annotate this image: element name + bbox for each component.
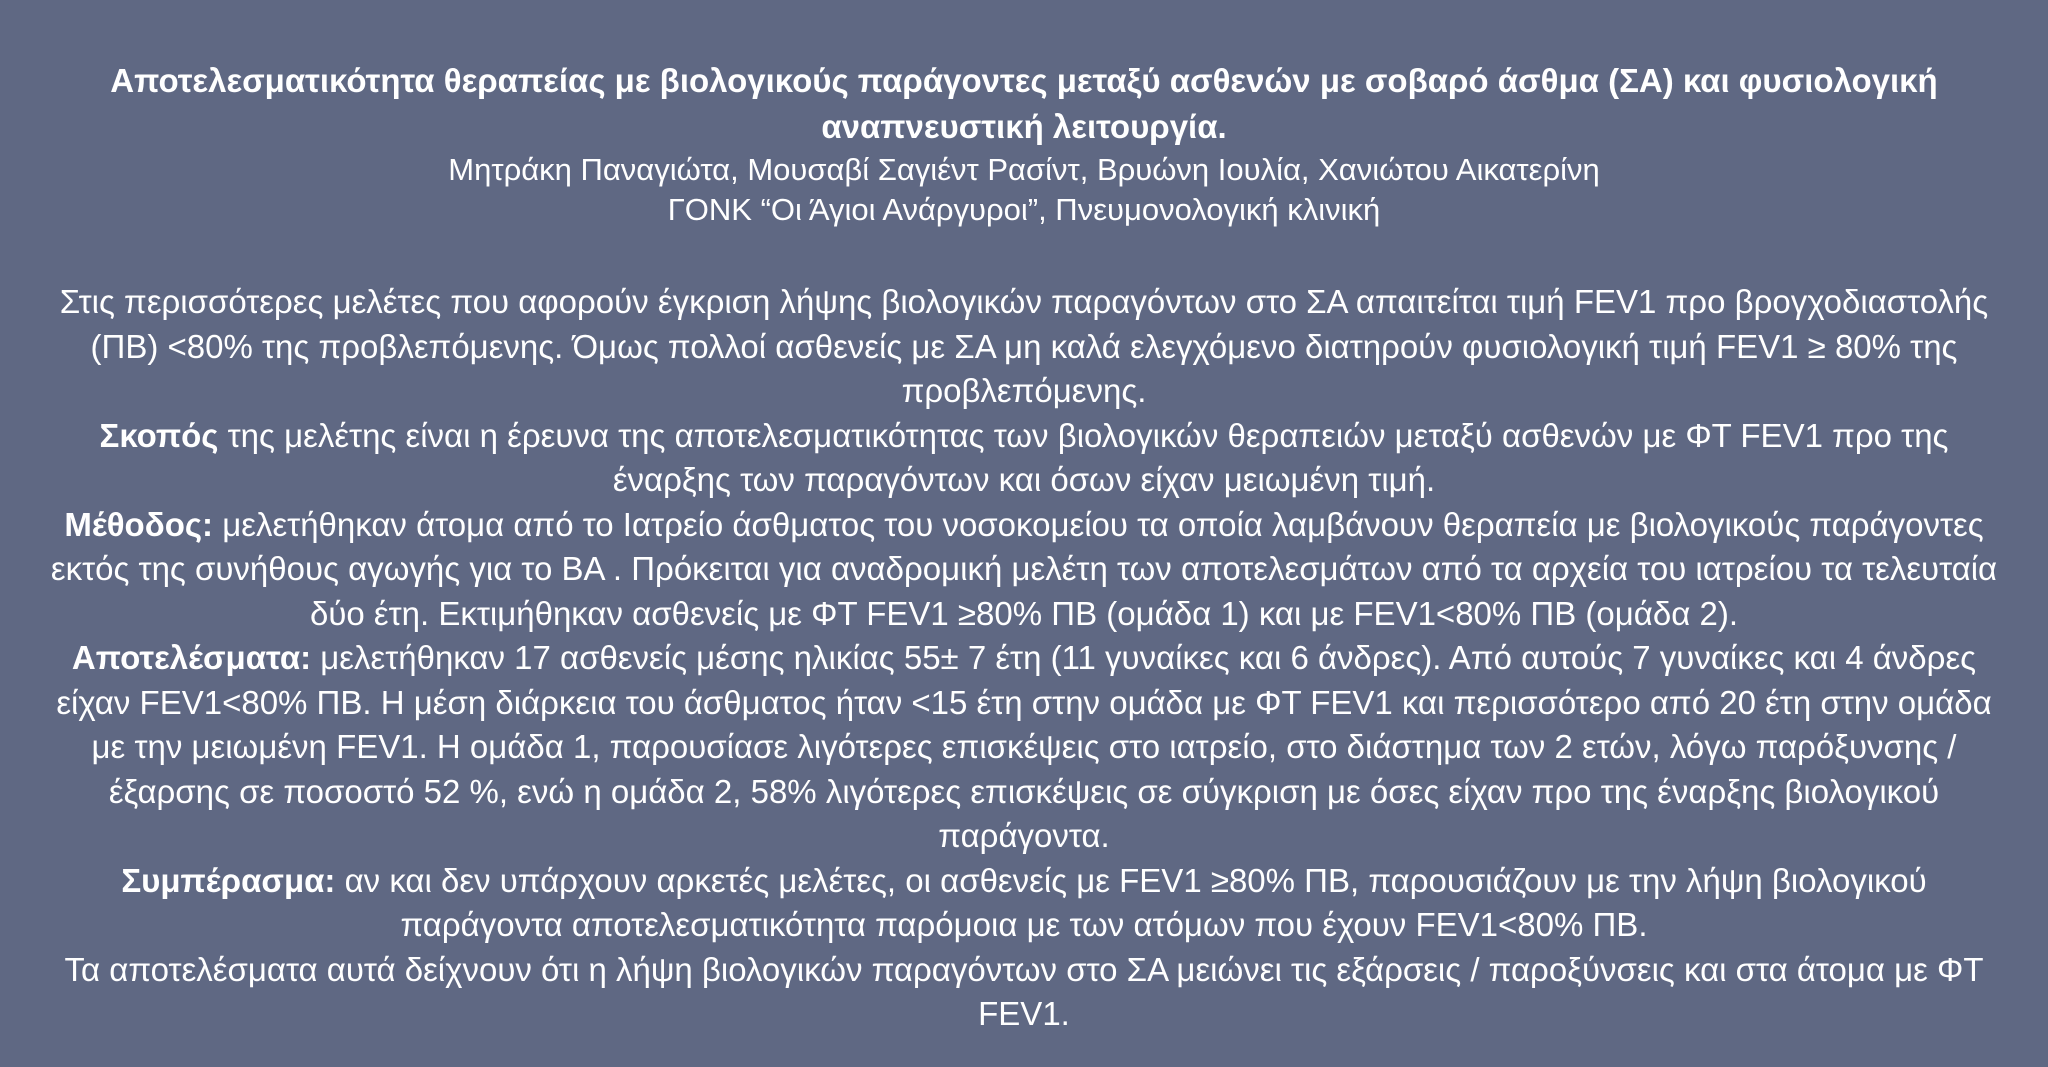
results-label: Αποτελέσματα: [71,639,312,676]
closing-paragraph: Τα αποτελέσματα αυτά δείχνουν ότι η λήψη βιολογικών παραγόντων στο ΣΑ μειώνει τις εξάρσεις / παροξύνσεις και στα άτομα με ΦΤ FEV1. [64,950,1984,1032]
intro-paragraph: Στις περισσότερες μελέτες που αφορούν έγκριση λήψης βιολογικών παραγόντων στο ΣΑ απαιτείται τιμή FEV1 προ βρογχοδιαστολής (ΠΒ) <80% της προβλεπόμενης. Όμως πολλοί ασθενείς με ΣΑ μη καλά ελεγχόμενο διατηρούν φυσιολογική τιμή FEV1 ≥ 80% της προβλεπόμενης. [59,283,1989,409]
affiliation-line: ΓΟΝΚ “Οι Άγιοι Ανάργυροι”, Πνευμονολογική κλινική [667,192,1381,227]
results-text: μελετήθηκαν 17 ασθενείς μέσης ηλικίας 55± 7 έτη (11 γυναίκες και 6 άνδρες). Από αυτούς 7 γυναίκες και 4 άνδρες είχαν FEV1<80% ΠΒ. Η μέση διάρκεια του άσθματος ήταν <15 έτη στην ομάδα με ΦΤ FEV1 και περισσότερο από 20 έτη στην ομάδα με την μειωμένη FEV1. Η ομάδα 1, παρουσίασε λιγότερες επισκέψεις στο ιατρείο, στο διάστημα των 2 ετών, λόγω παρόξυνσης /έξαρσης σε ποσοστό 52 %, ενώ η ομάδα 2, 58% λιγότερες επισκέψεις σε σύγκριση με όσες είχαν προ της έναρξης βιολογικού παράγοντα. [56,639,1992,854]
methods-paragraph [36,503,2012,637]
page-title: Αποτελεσματικότητα θεραπείας με βιολογικούς παράγοντες μεταξύ ασθενών με σοβαρό άσθμα (ΣΑ) και φυσιολογική αναπνευστική λειτουργία. [110,62,1938,145]
aim-label: Σκοπός [99,416,219,454]
authors-line: Μητράκη Παναγιώτα, Μουσαβί Σαγιέντ Ρασίντ, Βρυώνη Ιουλία, Χανιώτου Αικατερίνη [448,152,1600,187]
aim-paragraph [36,414,2012,503]
results-paragraph [36,636,2012,859]
methods-text: μελετήθηκαν άτομα από το Ιατρείο άσθματος του νοσοκομείου τα οποία λαμβάνουν θεραπεία με βιολογικούς παράγοντες εκτός της συνήθους αγωγής για το ΒΑ . Πρόκειται για αναδρομική μελέτη των αποτελεσμάτων από τα αρχεία του ιατρείου τα τελευταία δύο έτη. Εκτιμήθηκαν ασθενείς με ΦΤ FEV1 ≥80% ΠΒ (ομάδα 1) και με FEV1<80% ΠΒ (ομάδα 2). [50,505,1998,632]
aim-text: της μελέτης είναι η έρευνα της αποτελεσματικότητας των βιολογικών θεραπειών μεταξύ ασθενών με ΦΤ FEV1 προ της έναρξης των παραγόντων και όσων είχαν μειωμένη τιμή. [218,416,1949,498]
conclusion-paragraph [36,859,2012,948]
abstract-body [36,280,2012,1037]
methods-label: Μέθοδος: [64,505,214,543]
conclusion-text: αν και δεν υπάρχουν αρκετές μελέτες, οι ασθενείς με FEV1 ≥80% ΠΒ, παρουσιάζουν με την λήψη βιολογικού παράγοντα αποτελεσματικότητα παρόμοια με των ατόμων που έχουν FEV1<80% ΠΒ. [335,861,1927,943]
conclusion-label: Συμπέρασμα: [121,861,336,899]
